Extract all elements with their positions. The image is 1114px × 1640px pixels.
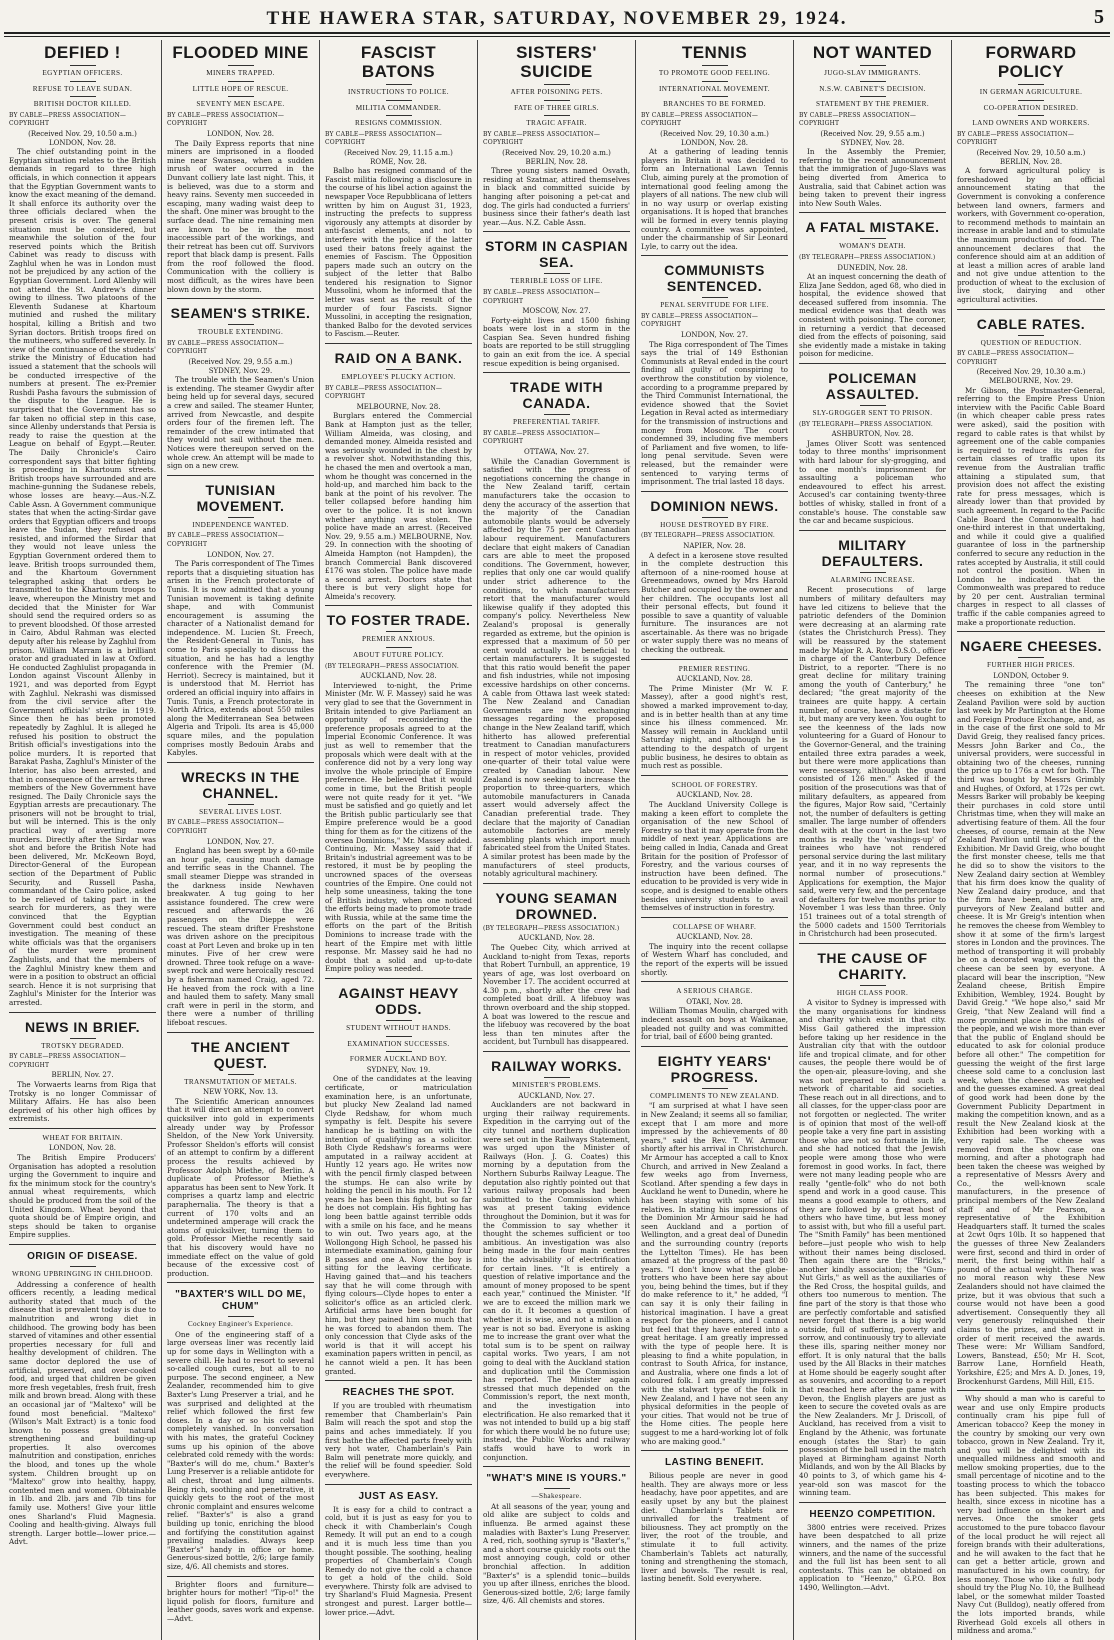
story-headline: THE ANCIENT QUEST. (190, 1038, 291, 1071)
story-headline: JUST AS EASY. (358, 1490, 439, 1502)
deck-separator (544, 115, 570, 116)
dateline: ROME, Nov. 28. (370, 157, 427, 166)
news-story (641, 659, 788, 771)
dateline: NEW YORK, Nov. 13. (202, 1088, 278, 1097)
newspaper-title: THE HAWERA STAR, SATURDAY, NOVEMBER 29, 1924. (266, 8, 848, 29)
story-deck: RESIGNS COMMISSION. (354, 119, 443, 128)
story-deck: HIGH CLASS POOR. (836, 988, 909, 997)
story-headline: SISTERS' SUICIDE (516, 43, 597, 81)
story-deck: INTERNATIONAL MOVEMENT. (658, 84, 770, 93)
deck-separator (860, 572, 886, 573)
news-story (167, 1576, 314, 1624)
wire-credit: (BY TELEGRAPH—PRESS ASSOCIATION.) (799, 253, 936, 261)
wire-credit: BY CABLE—PRESS ASSOCIATION—COPYRIGHT (325, 384, 443, 401)
story-deck: N.S.W. CABINET'S DECISION. (819, 84, 926, 93)
story-deck: PREMIER RESTING. (678, 664, 751, 673)
news-story (483, 883, 630, 1047)
news-story (799, 212, 946, 359)
story-headline: "BAXTER'S WILL DO ME, CHUM" (175, 1289, 306, 1313)
story-body: Interviewed to-night, the Prime Minister (Mr. W. F. Massey) said he was very glad to see that the Government in Britain intended to give Parliament an opportunity of reconsidering the preference proposals agreed to at the Imperial Economic Conference. It was just as well to remember that the proposals which were dealt with at the conference did not by a very long way involve the whole principle of Empire preference. He believed that it would come in time, but the British people were not quite ready for it yet. "We must be satisfied and go quietly and let the British public particularly see that Empire preference would be a good thing for them as for the citizens of the oversea Dominions," Mr. Massey added. Continuing, Mr. Massey said that if Britain's industrial agreement was to be restored, it must be by peopling the uncrowned spaces of the overseas countries of the Empire. One could not help some uneasiness, taking the tone of British industry, when one noticed the efforts being made to promote trade with Russia, while at the same time the efforts on the part of the British Dominions to increase trade with the heart of the Empire met with little response. Mr. Massey said he had no doubt that a solid and up-to-date Empire policy was needed. (325, 680, 472, 974)
story-body: Brighter floors and furniture—brighter hours for mother! "Tip-o!" the liquid polish for floors, furniture and leather goods, saves work and expense.—Advt. (167, 1579, 314, 1623)
news-story (799, 530, 946, 939)
story-deck: AFTER POISONING PETS. (510, 88, 603, 96)
received-time: (Received Nov. 29, 10.30 a.m.) (660, 129, 769, 138)
news-story (9, 1128, 156, 1240)
story-deck: ABOUT FUTURE POLICY. (353, 651, 444, 660)
news-story (325, 43, 472, 339)
story-body: William Thomas Moulin, charged with indecent assault on boys at Waikanae, pleaded not guilty and was committed for trial, bail of £600 being granted. (641, 1006, 788, 1042)
dateline: OTAKI, Nov. 28. (686, 997, 743, 1006)
news-story (325, 343, 472, 601)
newspaper-columns (4, 40, 1110, 1636)
wire-credit: BY CABLE—PRESS ASSOCIATION—COPYRIGHT (799, 111, 917, 128)
story-headline: POLICEMAN ASSAULTED. (825, 370, 920, 403)
dateline: LONDON, Nov. 28. (680, 138, 749, 147)
deck-separator (544, 1488, 570, 1489)
wire-credit: BY CABLE—PRESS ASSOCIATION—COPYRIGHT (483, 288, 601, 305)
story-body: At all seasons of the year, young and old alike are subject to colds and influenza. Be armed against these maladies with Baxter's Lung Preserver. A red, rich, soothing syrup is "Baxter's," and a short course quickly roots out the most annoying cough, cold or other bronchial affection. In addition "Baxter's" is a splendid tonic—builds you up after illness, enriches the blood. Generous-sized bottle, 2/6; large family size, 4/6. All chemists and stores. (483, 1501, 630, 1606)
deck-separator (1018, 84, 1044, 85)
story-body: England has been swept by a 60-mile an hour gale, causing much damage and terrific seas in the Channel. The small steamer Dieppe was stranded in the darkness inside Newhaven breakwater. A tug going to her assistance foundered. The crew were rescued and afterwards the 26 passengers on the Dieppe were rescued. The steam drifter Freshstone was driven ashore on the precipitous coast at Port Leven and broke up in ten minutes. Five of her crew were drowned. Three took refuge on a wave-swept rock and were heroically rescued by a fisherman named Craig, aged 72. He heaved from the rock with a line and hauled them to safety. Many small craft were in peril in the storm, and there were a number of thrilling lifeboat rescues. (167, 846, 314, 1028)
masthead-rule-thin (4, 36, 1110, 37)
story-headline: NEWS IN BRIEF. (24, 1018, 141, 1035)
story-deck: SEVERAL LIVES LOST. (199, 807, 282, 816)
story-body: The Riga correspondent of The Times says the trial of 149 Esthonian Communists at Reval ended in the court finding all guilty of conspiring to overthrow the constitution by violence, according to a programme prepared by the Third Communist International, the evidence showed that the Soviet Legation in Reval acted as intermediary for the transmission of instructions and money from Moscow. The court condemned 39, including five members of Parliament and five women, to life-long penal servitude. Seven were released, but the remainder were sentenced to varying terms of imprisonment. The trial lasted 18 days. (641, 339, 788, 487)
story-deck: SLY-GROGGER SENT TO PRISON. (812, 409, 933, 418)
story-body: Aucklanders are not backward in urging their railway requirements. Expedition in the carrying out of the city tunnel and northern duplication were set out in the Railways Statement, was urged upon the Minister of Railways (Hon. J. G. Coates) this morning by a deputation from the Northern Suburbs Railway League. The deputation also rightly pointed out that various railway proposals had been submitted to the Commission which was at present taking evidence throughout the Dominion, but it was for the Commission to say whether it thought the schemes sufficient or too ambitious. An investigation was also being made in the four main centres into the advisability of electrification for certain lines. "It is entirely a question of relative importance and the amount of money proposed to be spent each year," continued the Minister. "If we are to exceed the million mark we can do it. It becomes a question of whether it is wise, and not a million a year is not so bad. Everyone is asking me to increase the grant over what the total sum is to be spent on railway capital works. Two years, I am not going to deal with the Auckland station and duplication until the Commission has reported. The Minister again stressed that much depended on the Commission's report, the next month, and the investigation into electrification. He also remarked that it was not intended to build up a big staff for which there would be no future use; instead, the Public Works and railway staffs would have to work in conjunction. (483, 1100, 630, 1462)
story-body: Bilious people are never in good health. They are always more or less headachy, have poor appetites, and are easily upset by any but the plainest diet. Chamberlain's Tablets are unrivalled for the treatment of biliousness. They act promptly on the liver, the root of the trouble, and stimulate it to full activity. Chamberlain's Tablets act naturally, toning and strengthening the stomach, liver and bowels. The result is real, lasting benefit. Sold everywhere. (641, 1471, 788, 1584)
story-deck: EGYPTIAN OFFICERS. (42, 69, 123, 77)
story-headline: TUNISIAN MOVEMENT. (196, 481, 285, 514)
column-7 (952, 40, 1110, 1640)
story-deck: QUESTION OF REDUCTION. (980, 338, 1082, 347)
news-story (641, 917, 788, 978)
story-headline: TO FOSTER TRADE. (326, 612, 471, 629)
story-deck: COMPLIMENTS TO NEW ZEALAND. (650, 1091, 779, 1100)
dateline: BERLIN, Nov. 28. (525, 157, 588, 166)
wire-credit: (BY TELEGRAPH—PRESS ASSOCIATION. (325, 662, 459, 670)
dateline: BERLIN, Nov. 28. (999, 157, 1063, 166)
deck-separator (386, 100, 412, 101)
story-body: One of the engineering staff of a large overseas liner was recently laid up for some days in Wellington with a severe chill. He had to resort to several so-called cough cures, but all to no purpose. The second engineer, a New Zealander, recommended him to give Baxter's Lung Preserver a trial, and he was surprised and delighted at the relief which followed the first few doses. In a day or so his cold had completely vanished. In conversation with his mates, the grateful Cockney sums up his opinion of the above celebrated cold remedy with the words: "Baxter's will do me, chum." Baxter's Lung Preserver is a reliable antidote for all chest, throat and lung ailments. Being rich, soothing and penetrative, it quickly gets to the root of the most chronic complaint and ensures welcome relief. "Baxter's" is also a grand building up tonic, enriching the blood and fortifying the constitution against prevailing maladies. Always keep "Baxter's" handy in office or home. Generous-sized bottle, 2/6; large family size, 4/6. All chemists and stores. (167, 1329, 314, 1571)
dateline: BERLIN, Nov. 27. (51, 1071, 114, 1080)
deck-separator (386, 1020, 412, 1021)
story-deck: REFUSE TO LEAVE SUDAN. (32, 84, 133, 93)
deck-separator (544, 100, 570, 101)
deck-separator (228, 81, 254, 82)
deck-separator (228, 517, 254, 518)
deck-separator (702, 96, 728, 97)
story-deck: EMPLOYEE'S PLUCKY ACTION. (341, 373, 456, 382)
dateline: LONDON, Nov. 28. (48, 1144, 117, 1153)
wire-credit: (BY TELEGRAPH—PRESS ASSOCIATION.) (483, 924, 620, 932)
story-deck: Cockney Engineer's Experience. (187, 1320, 294, 1329)
story-deck: ALARMING INCREASE. (830, 575, 915, 584)
wire-credit: BY CABLE—PRESS ASSOCIATION—COPYRIGHT (167, 532, 285, 548)
story-deck: TROUBLE EXTENDING. (197, 328, 284, 337)
dateline: LONDON, Nov. 28. (48, 138, 117, 147)
wire-credit: BY CABLE—PRESS ASSOCIATION—COPYRIGHT (9, 111, 127, 128)
story-body: The Paris correspondent of The Times reports that a disquieting situation has arisen in the French protectorate of Tunis. It is now admitted that a young Tunisian movement is taking definite shape, and with Communist encouragement is assuming the character of a Nationalist demand for independence. M. Lucien St. Freech, the Resident-General in Tunis, has come to Paris specially to discuss the situation, and he has had a lengthy conference with the Premier (M. Herriot). Secrecy is maintained, but it is understood that M. Herriot has ordered an official inquiry into affairs in Tunis. Tunis, a French protectorate in North Africa, extends about 550 miles along the Mediterranean Sea between Algeria and Tripoli. Its area is 45,000 square miles, and the population comprises mostly Bedouin Arabs and Kabyles. (167, 559, 314, 758)
news-story (167, 762, 314, 1028)
story-body: The Scientific American announces that it will direct an attempt to convert quicksilver into gold in experiments already under way by Professor Sheldon, of the New York University. Professor Sheldon's efforts will consist of an attempt to confirm by a different process the results achieved by Professor Adolph Miethe, of Berlin. A duplicate of Professor Miethe's apparatus has been sent to New York. It comprises a quartz lamp and electric paraphernalia. The theory is that a current of 170 volts and an undetermined amperage will crack the atoms of quicksilver, turning them to gold. Professor Miethe recently said that his discovery would have no immediate effect on the value of gold because of the excessive cost of production. (167, 1096, 314, 1278)
news-story (9, 1012, 156, 1124)
story-body: The remaining three "one ton" cheeses on exhibition at the New Zealand Pavilion were sold by auction last week by Mr Partington at the Home and Foreign Produce Exchange, and, as in the case of the first one sold to Mr David Greig, they realised fancy prices. Messrs John Barker and Co., the universal providers, were successful in obtaining two of the cheeses, running the price up to 176s a cwt for both. The third was bought by Messrs Grimbly and Hughes, of Oxford, at 172s per cwt. Messrs Barker will probably be keeping their purchases in cold store until Christmas time, when they will make an advertising feature of them. All the four cheeses, of course, remain at the New Zealand Pavilion until the close of the Exhibition. Mr David Greig, who bought the first monster cheese, tells me that he did so to show the visitors to the New Zealand dairy section at Wembley that his firm does know the quality of New Zealand dairy produce, and that the firm have been, and still are, purveyors of New Zealand butter and cheese. It is Mr Greig's intention when he removes the cheese from Wembley to show it at some of the firm's largest stores in London and the provinces. The method of transporting it will probably be on a decorated wagon, so that the cheese can be seen by everyone. A placard will bear the inscription, "New Zealand cheese, British Empire Exhibition, Wembley, 1924. Bought by David Greig." "We hope also," said Mr Greig, "that New Zealand will find a more prominent place in the minds of the people, and we wish more than ever that the public of England should be educated to ask for colonial produce before all other." The competition for guessing the weight of the first large cheese sold came to a conclusion last week, when the cheese was weighed and the guesses examined. A great deal of good work had been done by the Government Publicity Department in making the competition known, and as a result the New Zealand kiosk at the Exhibition had been working with a very rapid sale. The cheese was removed from the show case one morning, and after a photograph had been taken the cheese was weighed by a representative of Messrs Avery and Co., the well-known scale manufacturers, in the presence of principal members of the New Zealand staff and of Mr Pearson, a representative of the Exhibition Headquarters staff. It turned the scales at 2cwt 0qrs 10lb. It so happened that the guesses of three New Zealanders were first, second and third in order of merit, the first being within half a pound of the actual weight. There was no moral reason why these New Zealanders should not have claimed the prize, but it was obvious that such a course would not have been a good advertisement. Consequently they all very generously relinquished their claims to the prizes, and the next in order of merit received the awards. These were: Mr William Sandford, Lowers, Banstead, £50; Mr H. Scot, Barrow Lane, Hornfield Heath, Yorkshire, £25; and Mrs A. D. Jones, 19, Brockenhurst Gardens, Mill Hill, £15. (957, 680, 1105, 1386)
story-headline: EIGHTY YEARS' PROGRESS. (657, 1052, 772, 1085)
received-time: (Received Nov. 29, 10.50 a.m.) (976, 148, 1086, 157)
wire-credit: BY CABLE—PRESS ASSOCIATION—COPYRIGHT (167, 819, 285, 835)
story-deck: MINERS TRAPPED. (206, 69, 275, 77)
story-body: A visitor to Sydney is impressed with the many organisations for kindness and charity which exist in that city. Miss Gail gathered the impression before taking up her residence in the Australian city that with the outdoor life and tropical climate, and for other causes, the people there would be of the open-air, pleasure-loving, and she was not prepared to find such a network of charitable aid societies. These reach out in all directions, and to all classes, for the upper-class poor are not forgotten or neglected. The writer is of opinion that most of the well-off people take a very fine part in assisting those who are not so fortunate in life, and she had noticed that the Jewish people were among those who were foremost in good works. In fact, there were not many leading people who are really "gentle-folk" who do not both spend and work in a good cause. This means a good example to others, and they are followed by a great host of others who have time, but less money to assist with, but who fill a useful part. The "Smith Family" has been mentioned before—just people who wish to help without their names being disclosed. Then again there are the "Bricks," another kindly association; the "Gum-Nut Girls," as well as the auxiliaries of the Red Cross, the hospital guilds, and others too numerous to mention. The fine part of the story is that those who are perfectly comfortable and satisfied never forget that there is a big world outside, full of suffering, poverty and sorrow, and continuously try to alleviate these ills, sparing neither money nor effort. It is only natural that the balls used by the All Blacks in their matches at Home should be eagerly sought after as souvenirs, and according to a report that reached here after the game with Devon, the English players are just as keen to secure the coveted ovals as are the New Zealanders. Mr J. Driscoll, of Auckland, has received from a visit to England by the Athenic, was fortunate enough (states the Star) to gain possession of the ball used in the match played at Birmingham against North Midlands, and won by the All Blacks by 40 points to 3, of which game his 4-year-old son was mascot for the winning team. (799, 998, 946, 1498)
news-story (957, 43, 1105, 305)
advertisement (167, 1282, 314, 1571)
dateline: LONDON, Nov. 28. (206, 129, 275, 138)
dateline: OTTAWA, Nov. 27. (524, 448, 589, 457)
story-deck: LITTLE HOPE OF RESCUE. (192, 84, 289, 93)
wire-credit: BY CABLE—PRESS ASSOCIATION—COPYRIGHT (167, 339, 285, 356)
column-2 (162, 40, 320, 1640)
wire-credit: BY CABLE—PRESS ASSOCIATION—COPYRIGHT (957, 350, 1075, 366)
deck-separator (544, 84, 570, 85)
story-body: At an inquest concerning the death of Eliza Jane Seddon, aged 68, who died in hospital, the evidence showed that deceased suffered from insomnia. The medical evidence was that death was consistent with poisoning. The coroner, in returning a verdict that deceased died from the effects of poisoning, said she evidently made a mistake in taking poison for medicine. (799, 272, 946, 359)
story-deck: FURTHER HIGH PRICES. (986, 661, 1076, 670)
story-deck: TO PROMOTE GOOD FEELING. (658, 69, 771, 77)
news-story (483, 231, 630, 368)
story-body: The Auckland University College is making a keen effort to complete the organisation of the new School of Forestry so that it may operate from the middle of next year. Applications are being called in India, Canada and Great Britain for the position of Professor of Forestry, and the various courses of instruction have been defined. The education to be provided is very wide in scope, and is designed to enable others besides university students to avail themselves of instruction in forestry. (641, 799, 788, 913)
story-headline: FORWARD POLICY (985, 43, 1077, 81)
deck-separator (860, 238, 886, 239)
dateline: LONDON, Nov. 27. (206, 837, 275, 846)
story-deck: WRONG UPBRINGING IN CHILDHOOD. (12, 1270, 153, 1278)
story-headline: "WHAT'S MINE IS YOURS." (486, 1473, 627, 1485)
dateline: SYDNEY, Nov. 28. (840, 138, 905, 147)
deck-separator (228, 65, 254, 66)
story-deck: TRANSMUTATION OF METALS. (184, 1077, 297, 1086)
story-deck: PREMIER ANXIOUS. (361, 635, 436, 644)
story-deck: LAND OWNERS AND WORKERS. (972, 119, 1090, 128)
received-time: (Received Nov. 29, 9.55 a.m.) (820, 129, 925, 138)
story-deck: SCHOOL OF FORESTRY. (671, 780, 758, 789)
story-deck: SEVENTY MEN ESCAPE. (196, 100, 285, 109)
story-deck: STATEMENT BY THE PREMIER. (815, 100, 930, 109)
story-headline: RAILWAY WORKS. (491, 1058, 622, 1075)
story-headline: DEFIED ! (44, 43, 121, 62)
story-headline: FLOODED MINE (172, 43, 309, 62)
column-5 (636, 40, 794, 1640)
news-story (641, 775, 788, 913)
story-headline: SEAMEN'S STRIKE. (170, 305, 311, 322)
story-body: The British Empire Producers' Organisation has adopted a resolution urging the Government to inquire and fix the minimum stock for the country's annual wheat requirements, which should be produced from the soil of the United Kingdom. Wheat beyond that quota should be of Empire origin, and steps should be taken to organise Empire supplies. (9, 1153, 156, 1240)
story-body: The trouble with the Seamen's Union is extending. The steamer Gwydir after being held up for several days, secured a crew and sailed. The steamer Hunter, arrived from Newcastle, and despite orders four of the firemen left. The remainder of the crew intimated that they would not sail without the men. Notices were thereupon served on the whole crew. An attempt will be made to sign on a new crew. (167, 375, 314, 471)
wire-credit: BY CABLE—PRESS ASSOCIATION—COPYRIGHT (167, 111, 285, 128)
story-body: The chief outstanding point in the Egyptian situation relates to the British demands in regard to three high officials, in which connection it appears that the Egyptian Government wants to know the exact meaning of the demand. It shall enforce its authority over the three officials declared when the present crisis is over. The general situation must be considered, but meanwhile the solution of the four reserved points which the British Cabinet was ready to discuss with Zaghlul when he was in London must not be prejudiced by any action of the Egyptian Government. Lord Allenby will not attend the St. Andrew's dinner owing to illness. Two platoons of the Eleventh Sudanese at Khartoum mutinied and rushed the military hospital, killing a British and two Syrian doctors. British troops fired on the mutineers, who suffered severely. In view of the continuance of the students' strike the Ministry of Education had issued a statement that the schools will be conducted irrespective of the numbers at present. The ex-Premier Rushdi Pasha favours the submission of the dispute to the League. He is surprised that the Government has so far taken no official step in this case, since Allenby understands that Persia is ready to raise the question at the League on behalf of Egypt.—Reuter. The Daily Chronicle's Cairo correspondent says that bitter fighting is proceeding in Khartoum streets. British troops have surrounded and are machine-gunning the Sudanese rebels, whose losses are heavy.—Aus.-N.Z. Cable Assn. A Government communique states that when the acting-Sirdar gave orders that Egyptian officers and troops leave the Sudan, they refused and resisted, and informed the Sirdar that they would not leave unless the Egyptian Government ordered them to leave. British troops surrounded them, and the Khartoum Government telegraphed asking that orders be transmitted to the Khartoum troops to leave, whereupon the Ministry met and decided that the Minister for War should send the required orders so as to prevent bloodshed. Of those arrested in Cairo, Abdul Rahman was elected deputy after his release by Zaghlul from prison. William Marram is a brilliant orator and graduated in law at Oxford. He conducted Zaghlulist propaganda in London against Viscount Allenby in 1921, and was deported from Egypt with Zaghlul. Nekrashi was dismissed from the civil service after the Government officials' strike in 1919. Since then he has been promoted repeatedly by Zaghlul. It is alleged he refused his position to obstruct the British official's investigations into the police murders. It is reported that Barakat Pasha, Zaghlul's Minister of the Interior, has also been arrested, and that in consequence of the arrests three members of the New Government have resigned. The Daily Chronicle says the Egyptian arrests are precautionary. The prisoners will not be brought to trial, but will be interned. This is the only practical way of averting more murders. Directly after the Sirdar was shot and before the British Note had been delivered, Mr. McKeown Boyd, Director-General of the European section of the Department of Public Security, and Russell Pasha, commandant of the Cairo police, asked to be relieved of taking part in the search for murderers, as they were convinced that the Egyptian Government could best conduct an investigation. The meaning of these white officials was that the organisers of the murder were prominent Zaghlulists, and that the members of the Zaghlul Ministry knew them and were in a position to obstruct an official search. Hence it is not surprising that Zaghlul's Minister for the Interior was arrested. (9, 147, 156, 1007)
deck-separator (1018, 115, 1044, 116)
news-story (799, 943, 946, 1498)
story-body: One of the candidates at the leaving certificate, or matriculation examination here, is an unfortunate, but plucky New Zealand lad named Clyde Redshaw, for whom much sympathy is felt. Despite his severe handicap he is battling on with the intention of qualifying as a solicitor. Both Clyde Redshaw's forearms were amputated in a railway accident at Huntly 12 years ago. He writes now with the pencil firmly clasped between the stumps. He can also write by holding the pencil in his mouth. For 12 years he has been this fight, but so far he does not complain. His fighting has long been battle against terrible odds with a smile on his face, and he means to win out. Two years ago, at the Wollongong High School, he passed his intermediate examination, gaining four B passes and one A. Now the boy is sitting for the leaving certificate. Having gained that—and his teachers say that he will come through with flying colours—Clyde hopes to enter a solicitor's office as an articled clerk. Artificial arms have been bought for him, but they pained him so much that he was forced to abandon them. The only concession that Clyde asks of the world is that it will accept his examination papers written in pencil, as he cannot wield a pen. It has been granted. (325, 1074, 472, 1376)
story-headline: COMMUNISTS SENTENCED. (664, 262, 765, 295)
deck-separator (702, 1088, 728, 1089)
story-headline: A FATAL MISTAKE. (805, 219, 940, 236)
story-headline: FASCIST BATONS (360, 43, 437, 81)
story-headline: STORM IN CASPIAN SEA. (484, 238, 629, 271)
story-deck: TRAGIC AFFAIR. (526, 119, 587, 128)
story-deck: PREFERENTIAL TARIFF. (512, 418, 601, 427)
story-body: James Oliver Scott was sentenced today to three months' imprisonment with hard labour for sly-grogging, and to one month's imprisonment for assaulting a policeman who endeavoured to effect his arrest. Accused's car containing twenty-three bottles of whisky, stalled in front of a constable's house. The constable saw the car and became suspicious. (799, 438, 946, 526)
story-headline: MILITARY DEFAULTERS. (821, 536, 924, 569)
story-headline: HEENZO COMPETITION. (809, 1508, 936, 1520)
deck-separator (386, 647, 412, 648)
wire-credit: BY CABLE—PRESS ASSOCIATION—COPYRIGHT (9, 1053, 127, 1069)
news-story (483, 43, 630, 227)
news-story (167, 43, 314, 294)
story-deck: A SERIOUS CHARGE. (676, 987, 753, 996)
deck-separator (228, 1074, 254, 1075)
story-body: 3800 entries were received. Prizes have been despatched to all prize winners, and the names of the prize winners, and the name of the successful and the full list has been sent to all contestants. This can be obtained on application to "Heenzo," G.P.O. Box 1490, Wellington.—Advt. (799, 1522, 946, 1592)
story-deck: MINISTER'S PROBLEMS. (512, 1081, 601, 1090)
wire-credit: BY CABLE—PRESS ASSOCIATION—COPYRIGHT (641, 312, 759, 329)
dateline: LONDON, October 9. (993, 671, 1069, 680)
story-deck: FATE OF THREE GIRLS. (514, 103, 599, 112)
deck-separator (386, 369, 412, 370)
story-deck: BRANCHES TO BE FORMED. (663, 100, 766, 109)
story-body: Recent prosecutions of large numbers of military defaulters may have led citizens to believe that the patriotic defenders of the Dominion were decreasing at an alarming rate (states the Christchurch Press). They will be reassured by the statement made by Major R. A. Row, D.S.O., officer in charge of the Canterbury Defence District, to a reporter. "There is no great decline for military training among the youth of Canterbury," he declared; "the great majority of the trainees are quite happy. A certain number, of course, have a distaste for it, but many are very keen. You ought to see the keenness of the lads now volunteering for a Guard of Honour to the Governor-General, and the training entailed three extra parades a week, but there were more applications than were necessary, although the guard consisted of 126 men." Asked if the position of the prosecutions was that of military defaulters, as appeared from the figures, Major Row said, "Certainly not, the number of defaulters is getting smaller. The large number of offenders dealt with at the court in the last two months is really the 'washings-up' of trainees who have not rendered personal service during the last military year, and it in no way represents the normal number of prosecutions." Applications for exemption, the Major said, were very few, and the percentage of defaulters for twelve months prior to November 1 was less than three. Only 151 trainees out of a total strength of the 5000 cadets and 1500 Territorials in Christchurch had been prosecuted. (799, 585, 946, 939)
received-time: (Received Nov. 29, 10.50 a.m.) (28, 129, 137, 138)
deck-separator (1018, 335, 1044, 336)
advertisement (325, 1484, 472, 1618)
masthead-rule (4, 32, 1110, 34)
story-headline: CABLE RATES. (976, 315, 1086, 332)
deck-separator (860, 405, 886, 406)
news-story (641, 981, 788, 1042)
wire-credit: (BY TELEGRAPH—PRESS ASSOCIATION. (799, 420, 933, 428)
story-headline: RAID ON A BANK. (334, 350, 463, 367)
dateline: MELBOURNE, Nov. 28. (356, 402, 441, 411)
dateline: AUCKLAND, Nov. 28. (676, 675, 753, 684)
dateline: AUCKLAND, Nov. 27. (518, 1091, 595, 1100)
deck-separator (70, 65, 96, 66)
deck-separator (702, 517, 728, 518)
received-time: (Received Nov. 29, 9.55 a.m.) (188, 358, 293, 367)
story-deck: MILITIA COMMANDER. (355, 103, 442, 112)
deck-separator (70, 1266, 96, 1267)
story-deck: CO-OPERATION DESIRED. (983, 103, 1079, 112)
deck-separator (386, 115, 412, 116)
story-deck: INDEPENDENCE WANTED. (192, 520, 289, 529)
masthead (0, 0, 1114, 36)
story-headline: NGAERE CHEESES. (959, 638, 1103, 655)
received-time: (Received Nov. 29, 10.30 a.m.) (976, 368, 1086, 377)
dateline: AUCKLAND, Nov. 28. (518, 934, 595, 943)
column-3 (320, 40, 478, 1640)
story-body: The Daily Express reports that nine miners are imprisoned in a flooded mine near Swansea, when a sudden inrush of water occurred in the Dunvant colliery late last night. This, it is believed, was due to a storm and heavy rains. Seventy men succeeded in escaping, many wading waist deep to the shaft. One miner was brought to the surface dead. The nine remaining men are known to be in the most inaccessible part of the workings, and their retreat has been cut off. Survivors report that black damp is present. Falls from the roof followed the flood. Communication with the colliery is most difficult, as the wires have been blown down by the storm. (167, 138, 314, 294)
story-headline: AGAINST HEAVY ODDS. (338, 985, 459, 1018)
story-deck: PENAL SERVITUDE FOR LIFE. (660, 301, 769, 310)
story-body: Why should a man who is careful to wear and use only Empire products continually cram his pipe full of American tobacco? Keep the money in the country by smoking our very own tobacco, grown in New Zealand. Try it, and you will be delighted with its unequalled mildness and smooth and mellow smoking properties, due to the small percentage of nicotine and to the toasting process to which the tobacco has been subjected. This makes for health, since excess in nicotine has a very bad influence on the heart and nerves. Once the smoker gets accustomed to the pure tobacco flavour of the local product he will reject all foreign brands with their adulterations, and he will awaken to the fact that he can get a better article, grown and manufactured in his own country, for less money. Those who like a full body should try the Plug No. 10, the Bullhead label, or the somewhat milder Toasted Navy Cut (Bulldog), neatly offered from the lots imported brands, while Riverhead Gold excels all others in mildness and aroma." (957, 1394, 1105, 1636)
received-time: (Received Nov. 29, 11.15 a.m.) (344, 148, 453, 157)
story-headline: WRECKS IN THE CHANNEL. (181, 768, 300, 801)
news-story (957, 631, 1105, 1386)
story-body: While the Canadian Government is satisfied with the progress of negotiations concerning the change in the New Zealand tariff, certain manufacturers take the occasion to deny the accuracy of the assertion that the majority of the Canadian automobile plants would be adversely affected by the 75 per cent Canadian labour requirement. Manufacturers declare that eight makers of Canadian cars are able to meet the proposed conditions. The Government, however, replies that only one car would qualify under strict adherence to the conditions, to which manufacturers retort that the manufacturer would likewise qualify if they adopted this company's policy. Nevertheless New Zealand's proposal is generally regarded as extreme, but the opinion is expressed that a maximum of 50 per cent would actually be beneficial to certain manufacturers. It is suggested that this ratio would benefit the paper and fish industries, while not imposing excessive hardships on other concerns. A cable from Ottawa last week stated: The New Zealand and Canadian Governments are now exchanging messages regarding the proposed change in the New Zealand tariff, which hitherto has allowed preferential treatment to Canadian manufacturers in respect of motor vehicles, provided one-quarter of their total value were created by Canadian labour. New Zealand is now seeking to increase the proportion to three-quarters, which automobile manufacturers in Canada assert would adversely affect the Canadian preferential trade. They declare that the majority of Canadian automobile factories are merely assembling plants which import much fabricated steel from the United States. A similar protest has been made by the manufacturers of steel products, notably agricultural machinery. (483, 456, 630, 879)
deck-separator (544, 1077, 570, 1078)
wire-credit: (BY TELEGRAPH—PRESS ASSOCIATION. (641, 532, 775, 540)
story-deck: INSTRUCTIONS TO POLICE. (348, 88, 449, 96)
advertisement (483, 1466, 630, 1606)
story-deck: JUGO-SLAV IMMIGRANTS. (824, 69, 921, 77)
story-headline: LASTING BENEFIT. (664, 1457, 765, 1469)
story-body: Forty-eight lives and 1500 fishing boats were lost in a storm in the Caspian Sea. Seven hundred fishing boats are reported to be still struggling to gain an exit from the ice. A special rescue expedition is being organised. (483, 315, 630, 368)
story-headline: NOT WANTED (812, 43, 933, 62)
deck-separator (702, 65, 728, 66)
dateline: NAPIER, Nov. 28. (683, 541, 746, 550)
story-deck: IN GERMAN AGRICULTURE. (979, 88, 1083, 96)
story-deck: TERRIBLE LOSS OF LIFE. (510, 277, 603, 286)
story-headline: DOMINION NEWS. (650, 497, 779, 514)
story-body: If you are troubled with rheumatism remember that Chamberlain's Pain Balm will reach the spot and stop the pains and aches immediately. If you first bathe the affected parts freely with very hot water, Chamberlain's Pain Balm will penetrate more quickly, and the relief will be found speedier. Sold everywhere. (325, 1401, 472, 1479)
deck-separator (70, 1038, 96, 1039)
story-body: The Quebec City, which arrived at Auckland to-night from Texas, reports that Robert Turnbull, an apprentice, 19 years of age, was lost overboard on November 17. The accident occurred at 4.30 p.m., shortly after the crew had completed boat drill. A lifebuoy was thrown overboard and the ship stopped. A boat was lowered to the rescue and the lifebuoy was recovered by the boat less than ten minutes after the accident, but Turnbull has disappeared. (483, 942, 630, 1047)
news-story (9, 43, 156, 1008)
story-body: A forward agricultural policy is foreshadowed by an official announcement stating that the Government is convoking a conference between land owners, farmers and workers, with Government co-operation, to recommend methods to maintain an increase in arable land and to stimulate the maximum production of food. The announcement declares that the conference should aim at an addition of at least a million acres of arable land and not give undue attention to the production of wheat to the exclusion of live stock, dairying and other agricultural activities. (957, 166, 1105, 305)
story-deck: —Shakespeare. (531, 1492, 582, 1501)
story-body: At a gathering of leading tennis players in Britain it was decided to form an International Lawn Tennis Club, aiming purely at the promotion of international good feeling among the players of all nations. The new club will in no way usurp or overlap existing organisations. It is hoped that branches will be formed in every tennis playing country. A committee was appointed, under the chairmanship of Sir Leonard Lyle, to carry out the idea. (641, 147, 788, 251)
deck-separator (544, 273, 570, 274)
dateline: ASHBURTON, Nov. 28. (831, 430, 914, 439)
news-story (325, 978, 472, 1376)
deck-separator (702, 81, 728, 82)
story-headline: ORIGIN OF DISEASE. (27, 1251, 138, 1262)
story-headline: REACHES THE SPOT. (342, 1387, 455, 1399)
dateline: AUCKLAND, Nov. 28. (676, 933, 753, 942)
deck-separator (386, 631, 412, 632)
story-body: It is easy for a child to contract a cold, but it is just as easy for you to check it with Chamberlain's Cough Remedy. It will put an end to a cough and it is much less time than you thought possible. The soothing, healing properties of Chamberlain's Cough Remedy do not give the cold a chance to get a hold of the child. Sold everywhere. Thirsty folk are advised to try Sharland's Fluid Magnesia. Present strongest and purest. Larger bottle—lower price.—Advt. (325, 1504, 472, 1617)
dateline: AUCKLAND, Nov. 28. (360, 672, 437, 681)
news-story (483, 1051, 630, 1462)
wire-credit: BY CABLE—PRESS ASSOCIATION—COPYRIGHT (483, 429, 601, 446)
news-story (325, 605, 472, 974)
story-body: Mr Gibson, the Postmaster-General, referring to the Empire Press Union interview with the Pacific Cable Board (in which cheaper cable press rates were asked), said the position with regard to cable rates is that whilst by agreement one of the cable companies is required to reduce its rates for certain classes of traffic upon its revenue from the Australian traffic attaining a stipulated sum, that provision does not affect the existing rate for press messages, which is already lower than that provided by such agreement. In regard to the Pacific Cable Board the Commonwealth had one-third interest in that undertaking, and while it could give a qualified guarantee of loss in the partnership conferred to secure any reduction in the rates accepted by Australia, it still could not control the position. When in London he indicated that the Commonwealth was prepared to reduce by 20 per cent. Australian terminal charges in respect to all classes of traffic if the cable companies agreed to make a proportionate reduction. (957, 385, 1105, 627)
story-deck: FORMER AUCKLAND BOY. (349, 1055, 448, 1064)
wire-credit: BY CABLE—PRESS ASSOCIATION—COPYRIGHT (483, 130, 601, 147)
deck-separator (386, 1036, 412, 1037)
news-story (641, 491, 788, 655)
deck-separator (228, 324, 254, 325)
story-deck: WHEAT FOR BRITAIN. (42, 1133, 123, 1142)
deck-separator (386, 84, 412, 85)
story-body: Balbo has resigned command of the Fascist militia following a disclosure in the course of his libel action against the newspaper Voce Repubblicana of letters written by him on August 31, 1923, instructing the prefects to suppress vigorously any attempts at disorder by anti-fascist elements, and not to interfere with the police if the latter used their batons freely against the enemies of Fascism. The Opposition papers made such an outcry on the subject of the letter that Balbo tendered his resignation to Signor Mussolini, whom he informed that the letter was sent as the result of the murder of four Fascists. Signor Mussolini, in accepting the resignation, thanked Balbo for the devoted services to Fascism.—Reuter. (325, 166, 472, 339)
deck-separator (228, 96, 254, 97)
story-deck: EXAMINATION SUCCESSES. (347, 1039, 450, 1048)
dateline: SYDNEY, Nov. 19. (366, 1065, 431, 1074)
page-number: 5 (1094, 6, 1104, 28)
column-6 (794, 40, 952, 1640)
story-body: Burglars entered the Commercial Bank at Hampton just as the teller, William Almeida, was closing, and demanded money. Almeida resisted and was seriously wounded in the chest by a revolver shot. Notwithstanding this, he chased the men and overtook a man, whom he thought was concerned in the hold-up, and marched him back to the bank at the point of his revolver. The teller collapsed before handing him over to the police. It is not known whether anything was stolen. The police have made an arrest. (Received Nov. 29, 9.55 a.m.) MELBOURNE, Nov. 29. In connection with the shooting of Almeida Hampton (not Hampden), the branch Commercial Bank discovered £176 was stolen. The police have made a second arrest. Doctors state that there is but very slight hope for Almeida's recovery. (325, 411, 472, 601)
story-body: A defect in a kerosene stove resulted in the complete destruction this afternoon of a nine-roomed house at Greenmeadows, owned by Mrs Harold Butcher and occupied by the owner and her children. The occupants lost all their personal effects, but found it possible to save a quantity of valuable furniture. The insurances are not ascertainable. As there was no brigade or water supply there was no means of checking the outbreak. (641, 550, 788, 655)
story-deck: BRITISH DOCTOR KILLED. (33, 100, 132, 109)
news-story (641, 1046, 788, 1446)
dateline: AUCKLAND, Nov. 28. (676, 791, 753, 800)
story-headline: YOUNG SEAMAN DROWNED. (495, 889, 618, 922)
wire-credit: BY CABLE—PRESS ASSOCIATION—COPYRIGHT (641, 111, 759, 128)
story-deck: STUDENT WITHOUT HANDS. (346, 1024, 451, 1033)
story-headline: TRADE WITH CANADA. (510, 379, 603, 412)
news-story (641, 255, 788, 486)
news-story (641, 43, 788, 251)
deck-separator (860, 65, 886, 66)
advertisement (641, 1450, 788, 1584)
news-story (957, 309, 1105, 628)
news-story (799, 363, 946, 526)
story-body: The inquiry into the recent collapse of Western Wharf has concluded, and the report of the experts will be issued shortly. (641, 941, 788, 977)
deck-separator (1018, 657, 1044, 658)
deck-separator (228, 1316, 254, 1317)
wire-credit: BY CABLE—PRESS ASSOCIATION—COPYRIGHT (957, 130, 1075, 147)
news-story (799, 43, 946, 208)
dateline: MELBOURNE, Nov. 29. (989, 377, 1073, 386)
deck-separator (860, 81, 886, 82)
story-deck: TROTSKY DEGRADED. (41, 1041, 124, 1050)
story-headline: TENNIS (681, 43, 748, 62)
received-time: (Received Nov. 29, 10.20 a.m.) (502, 148, 611, 157)
dateline: LONDON, Nov. 27. (680, 331, 749, 340)
deck-separator (70, 96, 96, 97)
advertisement (9, 1244, 156, 1547)
story-body: In the Assembly the Premier, referring to the recent announcement that the immigration of Jugo-Slavs was being diverted from America to Australia, said that Cabinet action was being taken to prevent their ingress into New South Wales. (799, 147, 946, 208)
deck-separator (70, 81, 96, 82)
story-body: Addressing a conference of health officers recently, a leading medical authority stated that much of the disease that is prevalent today is due to malnutrition and wrong diet in childhood. The growing body has been starved of vitamines and other essential properties necessary for full and healthy development of children. The same doctor deplored the use of artificial, preserved, and over-cooked food, and urged that children be given more fresh vegetables, fresh fruit, fresh milk and brown bread. Along with these an occasional jar of "Maltexo" will be found most beneficial. "Maltexo" (Wilson's Malt Extract) is a tonic food known to possess great natural strengthening and building-up properties. It also overcomes malnutrition and constipation, enriches the blood, and tones up the whole system. Children brought up on "Maltexo" grow into healthy, happy, contented men and women. Obtainable in 1lb. and 2lb. jars and 7lb tins for family use. Mothers! Give your little ones Sharland's Fluid Magnesia. Cooling and health-giving. Always full strength. Larger bottle—lower price.—Advt. (9, 1279, 156, 1547)
deck-separator (702, 297, 728, 298)
deck-separator (228, 804, 254, 805)
story-deck: COLLAPSE OF WHARF. (672, 922, 757, 931)
story-body: "I am surprised at what I have seen in New Zealand; it seems all so familiar, except that I am more and more impressed by the achievements of 80 years," said the Rev. T. W. Armour shortly after his arrival in Christchurch. Mr Armour has accepted a call to Knox Church, and arrived in New Zealand a few weeks ago from Inverness, Scotland. After spending a few days in Auckland he went to Dunedin, where he has been staying with some of his relatives. In stating his impressions of the Dominion Mr Armour said he had seen Auckland and a portion of Wellington, and a great deal of Dunedin and the surrounding country (reports the Lyttelton Times). He has been amazed at the progress of the past 80 years. "I don't know what the globe-trotters who have been here say about you, being behind the times, but if they do make reference to it," he added, "I can say it is only their failing in historical imagination. I have a great respect for the pioneers, and I cannot but feel that they have entered into a great heritage. I am greatly impressed with the type of people here. It is pleasing to find a white population, in contrast to South Africa, for instance, and Australia, where one finds a lot of coloured folk. I am greatly impressed with the stalwart type of the folk in New Zealand, and I have not seen any physical deformities in the people of your cities. That would not be true of the Home cities. The people here suggest to me a hard-working lot of folk who are making good." (641, 1101, 788, 1446)
dateline: SYDNEY, Nov. 29. (208, 366, 273, 375)
dateline: DUNEDIN, Nov. 28. (837, 263, 908, 272)
news-story (167, 1032, 314, 1279)
deck-separator (544, 414, 570, 415)
story-body: The Prime Minister (Mr W. F. Massey), after a good night's rest, showed a marked improvement to-day, and is in better health than at any time since his illness commenced. Mr. Massey will remain in Auckland until Saturday night, and although he is attending to the despatch of urgent public business, he desires to obtain as much rest as possible. (641, 683, 788, 771)
deck-separator (1018, 100, 1044, 101)
story-body: Three young sisters named Osvath, residing at Szatmar, attired themselves in black and committed suicide by hanging after poisoning a pet-cat and dog. The girls had conducted a furriers' business since their father's death last year.—Aus. N.Z. Cable Assn. (483, 166, 630, 227)
story-deck: WOMAN'S DEATH. (839, 242, 906, 251)
dateline: MOSCOW, Nov. 27. (522, 307, 591, 316)
story-headline: THE CAUSE OF CHARITY. (817, 949, 928, 982)
news-story (167, 475, 314, 758)
column-1 (4, 40, 162, 1640)
story-deck: HOUSE DESTROYED BY FIRE. (660, 520, 769, 529)
news-story (167, 298, 314, 471)
advertisement (325, 1380, 472, 1479)
advertisement (799, 1502, 946, 1593)
dateline: LONDON, Nov. 27. (206, 550, 275, 559)
deck-separator (386, 1051, 412, 1052)
deck-separator (860, 96, 886, 97)
story-body: The Vorwaerts learns from Riga that Trotsky is no longer Commissar of Military Affairs. He has also been deprived of his other high offices by extremists. (9, 1079, 156, 1124)
wire-credit: BY CABLE—PRESS ASSOCIATION—COPYRIGHT (325, 130, 443, 147)
news-story (957, 1390, 1105, 1636)
column-4 (478, 40, 636, 1640)
news-story (483, 372, 630, 878)
deck-separator (860, 985, 886, 986)
